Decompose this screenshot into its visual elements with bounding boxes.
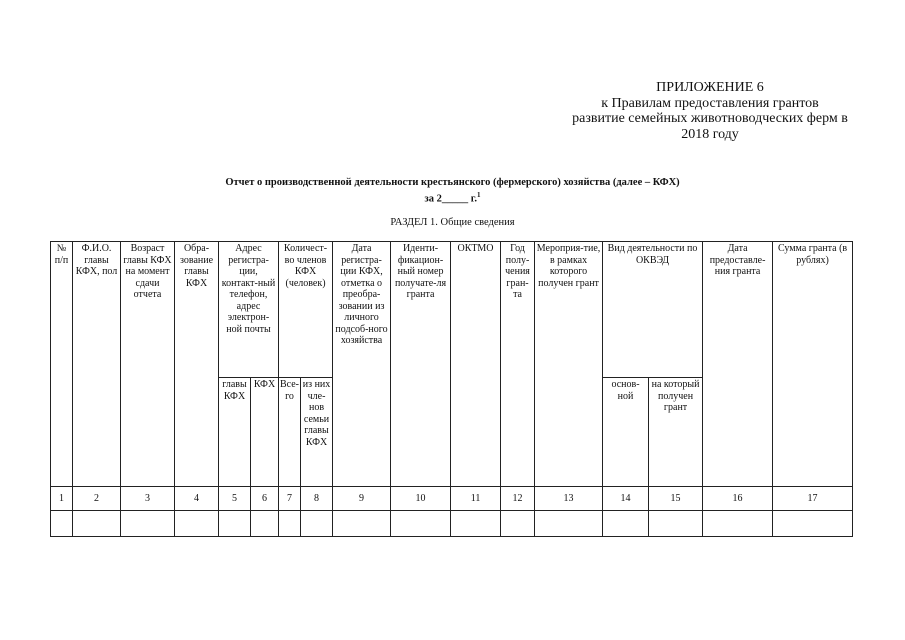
col-number: 16 (703, 487, 773, 511)
col-number: 9 (333, 487, 391, 511)
col-number: 4 (175, 487, 219, 511)
data-cell[interactable] (451, 511, 501, 537)
col-number: 15 (649, 487, 703, 511)
col-number: 8 (301, 487, 333, 511)
header-okved: Вид деятельности по ОКВЭД (603, 242, 703, 378)
subheader-okved-grant: на который получен грант (649, 378, 703, 487)
header-num: № п/п (51, 242, 73, 487)
general-info-table (50, 241, 853, 537)
col-number: 17 (773, 487, 853, 511)
col-number: 1 (51, 487, 73, 511)
header-members: Количест-во членов КФХ (человек) (279, 242, 333, 378)
data-cell[interactable] (251, 511, 279, 537)
data-row (51, 511, 853, 537)
subheader-address-head: главы КФХ (219, 378, 251, 487)
subheader-members-total: Все-го (279, 378, 301, 487)
header-oktmo: ОКТМО (451, 242, 501, 487)
col-number: 6 (251, 487, 279, 511)
col-number: 7 (279, 487, 301, 511)
column-number-row (51, 487, 853, 511)
header-row (51, 242, 853, 378)
data-cell[interactable] (333, 511, 391, 537)
header-address: Адрес регистра-ции, контакт-ный телефон, адрес электрон-ной почты (219, 242, 279, 378)
report-title-text: Отчет о производственной деятельности крестьянского (фермерского) хозяйства (далее – КФХ) (225, 177, 680, 188)
appendix-reference: к Правилам предоставления грантов (601, 95, 819, 111)
header-measure: Мероприя-тие, в рамках которого получен грант (535, 242, 603, 487)
appendix-header (540, 80, 880, 142)
subheader-address-kfh: КФХ (251, 378, 279, 487)
report-title (0, 176, 905, 206)
data-cell[interactable] (73, 511, 121, 537)
report-period-text: за 2_____ г. (424, 193, 477, 205)
col-number: 13 (535, 487, 603, 511)
col-number: 5 (219, 487, 251, 511)
subheader-okved-main: основ-ной (603, 378, 649, 487)
col-number: 12 (501, 487, 535, 511)
col-number: 2 (73, 487, 121, 511)
section-title: РАЗДЕЛ 1. Общие сведения (390, 217, 515, 228)
data-cell[interactable] (703, 511, 773, 537)
data-cell[interactable] (391, 511, 451, 537)
data-cell[interactable] (301, 511, 333, 537)
appendix-number: ПРИЛОЖЕНИЕ 6 (656, 80, 764, 95)
report-period (0, 189, 905, 206)
data-cell[interactable] (219, 511, 251, 537)
appendix-reference-cont: развитие семейных животноводческих ферм в (572, 111, 848, 126)
data-cell[interactable] (121, 511, 175, 537)
data-cell[interactable] (279, 511, 301, 537)
header-id-number: Иденти-фикацион-ный номер получате-ля гранта (391, 242, 451, 487)
appendix-year: 2018 году (681, 126, 739, 142)
header-grant-sum: Сумма гранта (в рублях) (773, 242, 853, 487)
header-education: Обра-зование главы КФХ (175, 242, 219, 487)
subheader-members-family: из них чле-нов семьи главы КФХ (301, 378, 333, 487)
data-cell[interactable] (175, 511, 219, 537)
data-cell[interactable] (51, 511, 73, 537)
header-fio: Ф.И.О. главы КФХ, пол (73, 242, 121, 487)
data-cell[interactable] (535, 511, 603, 537)
footnote-mark: 1 (476, 191, 481, 199)
col-number: 11 (451, 487, 501, 511)
col-number: 10 (391, 487, 451, 511)
header-grant-date: Дата предоставле-ния гранта (703, 242, 773, 487)
header-year: Год полу-чения гран-та (501, 242, 535, 487)
header-reg-date: Дата регистра-ции КФХ, отметка о преобра-зовании из личного подсоб-ного хозяйства (333, 242, 391, 487)
col-number: 3 (121, 487, 175, 511)
data-cell[interactable] (603, 511, 649, 537)
data-cell[interactable] (773, 511, 853, 537)
header-age: Возраст главы КФХ на момент сдачи отчета (121, 242, 175, 487)
col-number: 14 (603, 487, 649, 511)
data-cell[interactable] (649, 511, 703, 537)
data-cell[interactable] (501, 511, 535, 537)
